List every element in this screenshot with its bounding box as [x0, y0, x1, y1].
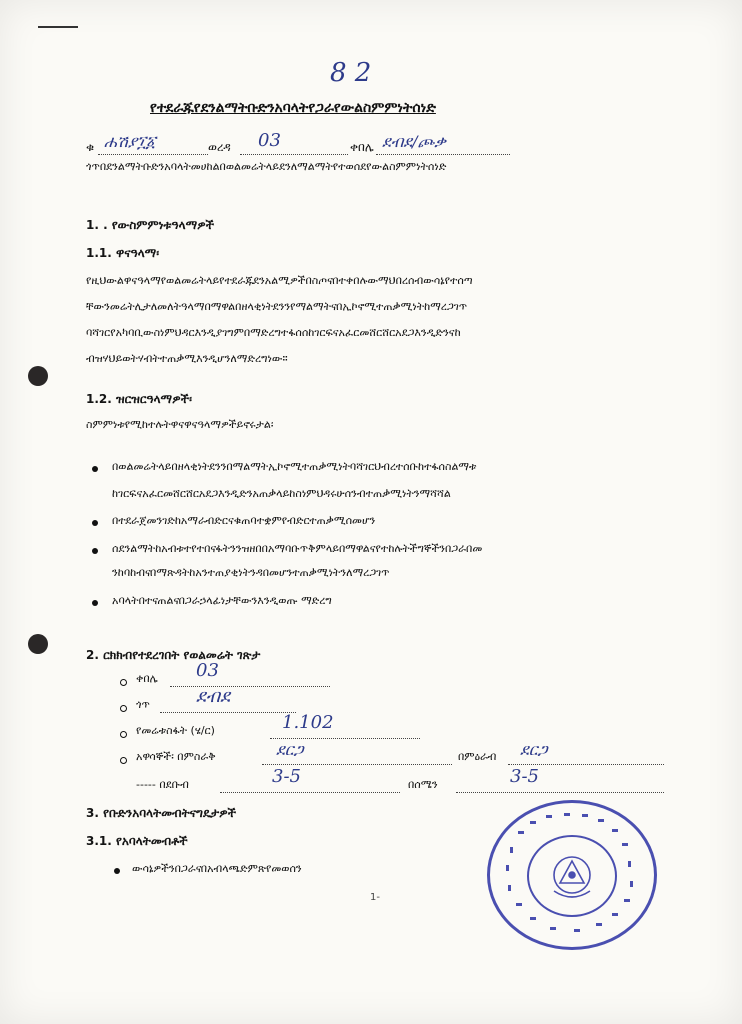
punch-hole-bottom [28, 634, 48, 654]
south-line [456, 792, 664, 793]
section11-line: የዚህውልዋናዓላማየወልመሬትላይየተደራጁደንአልሚዎችበስጦናበተቀበሉውማህበረሰብውሳኔየተሰጣ [86, 274, 473, 287]
section12-intro: ስምምነቱየሚከተሉትዋናዋናዓላማዎችይኖሩታል፡ [86, 418, 274, 431]
official-stamp [487, 800, 657, 950]
list-bullet [92, 466, 98, 472]
intro-line: ጎጥበደንልማትቡድንአባላትመሀከልበወልመሬትላይደንለማልማትየተወሰደየውልስምምነትሰነድ [86, 160, 447, 173]
section12-heading: 1.2. ዝርዝርዓላማዎች፡ [86, 392, 192, 406]
kebele-field-label: ቀበሌ [136, 672, 158, 685]
south-label: በሰሜን [408, 778, 438, 791]
section11-line: ቸውንመሬትሊታለመለትዓላማበማዋልበዘላቂነትደንንየማልማትናበኢኮኖሚተጠቃሚነትከማረጋገጥ [86, 300, 468, 313]
list-bullet [120, 679, 127, 686]
list-bullet [114, 868, 120, 874]
footer-mark: 1- [370, 892, 380, 903]
num-line [98, 154, 208, 155]
corner-dash [38, 26, 78, 28]
south-value: 3-5 [510, 766, 539, 787]
kebele-line [376, 154, 510, 155]
list-item: አባላትበተናጠልናበጋራኃላፊነታቸውንእንዲወጡ ማድረግ [112, 594, 332, 607]
list-item-cont: ከገርፍናአፈርመሸርሸርአደጋእንዲድንአጠቃላይከስነምህዳሩሁሰንብተጠቃሚነትንማሻሻል [112, 487, 451, 500]
west-line [508, 764, 664, 765]
section3-heading: 3. የቡድንአባላትመብትናግዴታዎች [86, 806, 237, 820]
kebele-label: ቀበሌ [350, 140, 374, 154]
woreda-line [240, 154, 348, 155]
list-item: በተደራጀመንገድከአማራብድርናቁጠባተቋምየብድርተጠቃሚሰመሆን [112, 514, 376, 527]
list-bullet [120, 705, 127, 712]
area-field-label: የመሬቱስፋት (ሄ/ር) [136, 724, 215, 737]
list-item: ሰደንልማትከአብቱተየተበናፋትንንዝዘበበአማባቡጥቅምላይበማዋልናየተከሉትችግኞችንበጋራበመ [112, 542, 483, 555]
west-value: ደርጋ [520, 740, 548, 759]
num-label: ቁ [86, 140, 95, 154]
west-label: በምዕራብ [458, 750, 497, 763]
handwritten-doc-number: 8 2 [330, 58, 372, 88]
num-handwritten: ሐሽያ፲፩ [104, 132, 156, 151]
woreda-handwritten: 03 [258, 130, 281, 151]
section11-heading: 1.1. ዋናዓላማ፡ [86, 246, 160, 260]
stamp-inner-ring [527, 835, 617, 917]
section31-heading: 3.1. የአባላትመብቶች [86, 834, 188, 848]
section2-heading: 2. ርክክብየተደረገበት የወልመሬት ገጽታ [86, 648, 261, 662]
document-title: የተደራጁየደንልማትቡድንአባላትየጋራየውልስምምነትሰነድ [150, 100, 436, 116]
list-bullet [120, 731, 127, 738]
section11-line: ባሻገርየአካባቢውስነምህዳርእንዲያገግምበማድረግተፋሰሰከገርፍናአፈርመሸርሸርአደጋእንዲድንናከ [86, 326, 461, 339]
list-bullet [92, 520, 98, 526]
north-label: ----- በደቡብ [136, 778, 189, 791]
section1-heading: 1. . የውስምምነቱዓላማዎች [86, 218, 215, 232]
kebele-field-line [170, 686, 330, 687]
north-value: 3-5 [272, 766, 301, 787]
section11-line: ብዝሃህይወትሃብትተጠቃሚእንዲሆንለማድረግነው። [86, 352, 288, 365]
list-item-cont: ንከባከብናበማጽዳትከአንተጠያቂነትንዳበመሆንተጠቃሚነትንለማረጋገጥ [112, 566, 390, 579]
east-value: ደርጋ [276, 740, 304, 759]
woreda-label: ወረዳ [208, 140, 231, 154]
list-item: ውሳኔዎችንበጋራናበአብላጫድምጽየመወሰን [132, 862, 302, 875]
got-field-label: ጎጥ [136, 698, 150, 711]
list-bullet [120, 757, 127, 764]
east-line [262, 764, 452, 765]
kebele-field-value: 03 [196, 660, 219, 681]
list-bullet [92, 600, 98, 606]
list-bullet [92, 548, 98, 554]
north-line [220, 792, 400, 793]
area-field-value: 1.102 [282, 712, 334, 733]
got-field-value: ደብደ [196, 686, 230, 707]
punch-hole-top [28, 366, 48, 386]
list-item: በወልመሬትላይበዘላቂነትደንንበማልማትኢኮኖሚተጠቃሚነትባሻገርህብረተሰቡከተፋሰስልማቱ [112, 460, 477, 473]
kebele-handwritten: ደብደ/ጮቃ [382, 132, 446, 151]
got-field-line [160, 712, 296, 713]
area-field-line [270, 738, 420, 739]
bounds-label: አዋሳኞች፡ በምስራቅ [136, 750, 216, 763]
